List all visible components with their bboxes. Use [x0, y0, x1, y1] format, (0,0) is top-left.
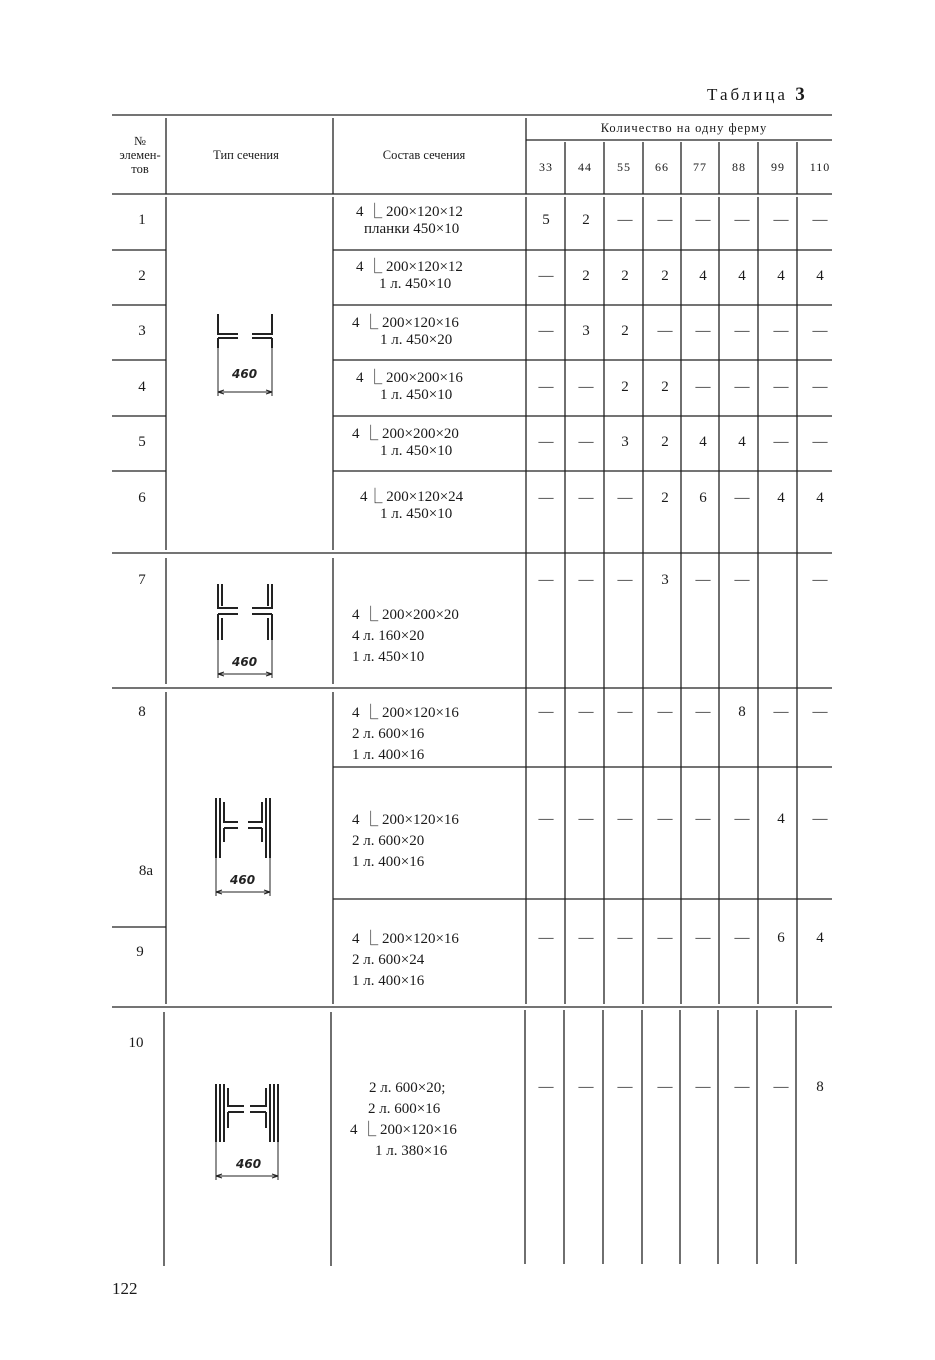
quantity-cell: —	[773, 1079, 789, 1095]
quantity-cell: 3	[582, 323, 590, 339]
header-section-type: Тип сечения	[213, 148, 279, 162]
quantity-cell: —	[617, 930, 633, 946]
quantity-cell: —	[538, 811, 554, 827]
quantity-cell: —	[578, 811, 594, 827]
quantity-cell: —	[657, 323, 673, 339]
quantity-cell: —	[578, 572, 594, 588]
section-type-drawing	[208, 308, 288, 402]
quantity-cell: 8	[816, 1079, 824, 1095]
quantity-cell: —	[657, 212, 673, 228]
quantity-cell: —	[617, 572, 633, 588]
quantity-cell: —	[773, 434, 789, 450]
quantity-cell: —	[617, 212, 633, 228]
quantity-cell: —	[657, 1079, 673, 1095]
section-type-drawing	[206, 792, 286, 900]
quantity-cell: 4	[816, 930, 824, 946]
quantity-cell: —	[812, 434, 828, 450]
quantity-cell: —	[695, 572, 711, 588]
section-composition: 4 ⎿ 200×120×12 планки 450×10	[356, 204, 463, 237]
quantity-cell: —	[538, 268, 554, 284]
quantity-cell: —	[538, 704, 554, 720]
quantity-cell: —	[578, 1079, 594, 1095]
quantity-cell: —	[538, 490, 554, 506]
quantity-cell: —	[695, 379, 711, 395]
page-number: 122	[112, 1279, 138, 1298]
quantity-cell: 2	[621, 323, 629, 339]
element-number: 4	[138, 379, 146, 395]
quantity-cell: —	[657, 704, 673, 720]
quantity-cell: 4	[738, 268, 746, 284]
quantity-cell: —	[734, 930, 750, 946]
quantity-cell: 2	[661, 434, 669, 450]
section-composition: 4 ⎿ 200×200×20 4 л. 160×20 1 л. 450×10	[352, 607, 459, 665]
header-col-6: 88	[732, 160, 746, 174]
quantity-cell: —	[812, 212, 828, 228]
section-composition: 4 ⎿ 200×120×16 2 л. 600×16 1 л. 400×16	[352, 705, 459, 763]
section-composition: 4 ⎿ 200×120×12 1 л. 450×10	[356, 259, 463, 292]
quantity-cell: —	[734, 323, 750, 339]
header-col-1: 33	[539, 160, 553, 174]
header-quantity-per-truss: Количество на одну ферму	[600, 121, 768, 135]
section-type-drawing	[208, 578, 288, 682]
quantity-cell: —	[734, 1079, 750, 1095]
quantity-cell: —	[538, 572, 554, 588]
quantity-cell: —	[773, 379, 789, 395]
section-composition: 4 ⎿ 200×200×16 1 л. 450×10	[356, 370, 463, 403]
svg-text:460: 460	[232, 367, 258, 381]
header-col-7: 99	[771, 160, 785, 174]
quantity-cell: —	[695, 1079, 711, 1095]
svg-text:460: 460	[230, 873, 256, 887]
quantity-cell: 4	[738, 434, 746, 450]
header-col-8: 110	[809, 160, 831, 174]
quantity-cell: —	[657, 930, 673, 946]
element-number: 10	[128, 1035, 144, 1051]
quantity-cell: 3	[661, 572, 669, 588]
quantity-cell: —	[773, 704, 789, 720]
element-number: 8а	[138, 863, 154, 879]
quantity-cell: 4	[816, 268, 824, 284]
element-number: 2	[138, 268, 146, 284]
section-composition: 4 ⎿ 200×200×20 1 л. 450×10	[352, 426, 459, 459]
element-number: 8	[138, 704, 146, 720]
header-section-composition: Состав сечения	[382, 148, 466, 162]
quantity-cell: —	[734, 379, 750, 395]
element-number: 1	[138, 212, 146, 228]
quantity-cell: 2	[621, 268, 629, 284]
quantity-cell: —	[812, 323, 828, 339]
quantity-cell: 4	[816, 490, 824, 506]
quantity-cell: —	[538, 1079, 554, 1095]
quantity-cell: —	[538, 930, 554, 946]
quantity-cell: —	[617, 704, 633, 720]
quantity-cell: —	[538, 379, 554, 395]
section-composition: 4 ⎿ 200×120×16 2 л. 600×24 1 л. 400×16	[352, 931, 459, 989]
quantity-cell: 6	[777, 930, 785, 946]
quantity-cell: —	[657, 811, 673, 827]
quantity-cell: 4	[777, 811, 785, 827]
quantity-cell: 5	[542, 212, 550, 228]
element-number: 5	[138, 434, 146, 450]
quantity-cell: —	[695, 323, 711, 339]
element-number: 7	[138, 572, 146, 588]
header-element-number: № элемен- тов	[119, 134, 161, 176]
svg-text:460: 460	[232, 655, 258, 669]
quantity-cell: 4	[777, 268, 785, 284]
quantity-cell: —	[538, 323, 554, 339]
quantity-cell: 2	[582, 212, 590, 228]
quantity-cell: 2	[661, 268, 669, 284]
quantity-cell: —	[695, 704, 711, 720]
quantity-cell: 2	[621, 379, 629, 395]
header-col-5: 77	[693, 160, 707, 174]
quantity-cell: —	[578, 490, 594, 506]
quantity-cell: —	[812, 704, 828, 720]
quantity-cell: —	[695, 930, 711, 946]
quantity-cell: —	[578, 930, 594, 946]
quantity-cell: —	[578, 704, 594, 720]
quantity-cell: —	[734, 212, 750, 228]
element-number: 6	[138, 490, 146, 506]
quantity-cell: —	[812, 572, 828, 588]
quantity-cell: —	[578, 434, 594, 450]
table-title: Таблица 3	[707, 84, 805, 105]
quantity-cell: —	[734, 572, 750, 588]
quantity-cell: —	[578, 379, 594, 395]
quantity-cell: —	[695, 811, 711, 827]
element-number: 3	[138, 323, 146, 339]
quantity-cell: 3	[621, 434, 629, 450]
quantity-cell: —	[695, 212, 711, 228]
quantity-cell: 4	[699, 434, 707, 450]
section-composition: 4 ⎿ 200×120×16 2 л. 600×20 1 л. 400×16	[352, 812, 459, 870]
section-composition: 4 ⎿ 200×120×16 1 л. 450×20	[352, 315, 459, 348]
quantity-cell: 2	[661, 490, 669, 506]
quantity-cell: 6	[699, 490, 707, 506]
quantity-cell: —	[617, 811, 633, 827]
quantity-cell: 4	[699, 268, 707, 284]
quantity-cell: —	[617, 490, 633, 506]
quantity-cell: 2	[661, 379, 669, 395]
quantity-cell: —	[734, 811, 750, 827]
quantity-cell: —	[617, 1079, 633, 1095]
header-col-2: 44	[578, 160, 592, 174]
quantity-cell: —	[734, 490, 750, 506]
quantity-cell: —	[773, 212, 789, 228]
quantity-cell: —	[773, 323, 789, 339]
section-composition: 2 л. 600×20; 2 л. 600×16 4 ⎿ 200×120×16 1 л. 380×16	[350, 1080, 457, 1159]
quantity-cell: —	[812, 379, 828, 395]
svg-text:460: 460	[236, 1157, 262, 1171]
quantity-cell: —	[538, 434, 554, 450]
quantity-cell: 2	[582, 268, 590, 284]
section-type-drawing	[206, 1078, 290, 1184]
header-col-3: 55	[617, 160, 631, 174]
quantity-cell: —	[812, 811, 828, 827]
quantity-cell: 8	[738, 704, 746, 720]
header-col-4: 66	[655, 160, 669, 174]
element-number: 9	[136, 944, 144, 960]
section-composition: 4⎿ 200×120×24 1 л. 450×10	[360, 489, 464, 522]
quantity-cell: 4	[777, 490, 785, 506]
